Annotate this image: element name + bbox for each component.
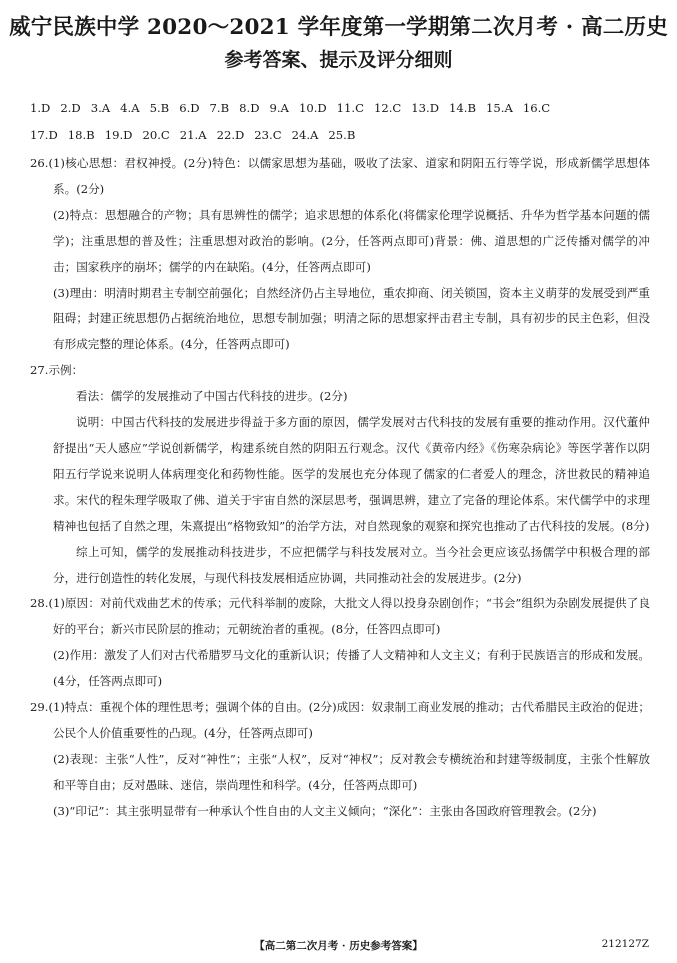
footer-title: 【高二第二次月考 · 历史参考答案】 xyxy=(254,940,423,952)
choice-answer: 17.D xyxy=(30,128,58,142)
choice-answer: 22.D xyxy=(216,128,245,142)
choice-answer: 25.B xyxy=(328,128,356,142)
q29-part-2: (2)表现：主张“人性”，反对“神性”；主张“人权”，反对“神权”；反对教会专横统治和封建等级制度，主张个性解放和平等自由；反对愚昧、迷信，崇尚理性和科学。(4分，任答两点即可) xyxy=(53,751,650,792)
choice-answer: 7.B xyxy=(209,101,230,115)
choice-answer: 18.B xyxy=(67,128,95,142)
q26-part-3: (3)理由：明清时期君主专制空前强化；自然经济仍占主导地位，重农抑商、闭关锁国，资本主义萌芽的发展受到严重阻碍；封建正统思想仍占据统治地位，思想专制加强；明清之际的思想家抨击君主专制，具有初步的民主色彩，但没有形成完整的理论体系。(4分，任答两点即可) xyxy=(53,285,650,352)
choice-answer: 5.B xyxy=(149,101,170,115)
choice-answer: 21.A xyxy=(179,128,207,142)
choice-answer: 1.D xyxy=(30,101,51,115)
q27-explanation: 说明：中国古代科技的发展进步得益于多方面的原因，儒学发展对古代科技的发展有重要的推动作用。汉代董仲舒提出“天人感应”学说创新儒学，构建系统自然的阴阳五行观念。汉代《黄帝内经》《伤寒杂病论》等医学著作以阴阳五行学说来说明人体病理变化和药物性能。医学的发展也充分体现了儒家的仁者爱人的理念，济世救民的精神追求。宋代的程朱理学吸取了佛、道关于宇宙自然的深层思考，强调思辨，建立了完备的理论体系。宋代儒学中的求理精神也包括了自然之理，朱熹提出“格物致知”的治学方法，对自然现象的观察和探究也推动了古代科技的发展。(8分) xyxy=(53,415,650,533)
q29-part-3: (3)“印记”：其主张明显带有一种承认个性自由的人文主义倾向；“深化”：主张由各国政府管理教会。(2分) xyxy=(53,803,597,818)
choice-answer: 6.D xyxy=(179,101,200,115)
choice-answers-row-1 xyxy=(30,95,650,122)
choice-answer: 16.C xyxy=(522,101,551,115)
q29-part-1: 29.(1)特点：重视个体的理性思考；强调个体的自由。(2分)成因：奴隶制工商业发展的推动；古代希腊民主政治的促进；公民个人价值重要性的凸现。(4分，任答两点即可) xyxy=(30,700,650,740)
page-title: 威宁民族中学 2020～2021 学年度第一学期第二次月考 · 高二历史 xyxy=(9,15,668,40)
q27-view: 看法：儒学的发展推动了中国古代科技的进步。(2分) xyxy=(76,389,348,404)
choice-answer: 2.D xyxy=(60,101,81,115)
choice-answer: 9.A xyxy=(269,101,289,115)
choice-answers-row-2 xyxy=(30,122,650,149)
choice-answer: 23.C xyxy=(254,128,282,142)
q28-part-1: 28.(1)原因：对前代戏曲艺术的传承；元代科举制的废除，大批文人得以投身杂剧创作；“书会”组织为杂剧发展提供了良好的平台；新兴市民阶层的推动；元朝统治者的重视。(8分，任答四点即可) xyxy=(30,596,650,637)
choice-answer: 14.B xyxy=(449,101,476,115)
choice-answer: 4.A xyxy=(120,101,140,115)
answer-body xyxy=(30,151,650,825)
q26-part-2: (2)特点：思想融合的产物；具有思辨性的儒学；追求思想的体系化(将儒家伦理学说概括、升华为哲学基本问题的儒学)；注重思想的普及性；注重思想对政治的影响。(2分，任答两点即可)背景：佛、道思想的广泛传播对儒学的冲击；国家秩序的崩坏；儒学的内在缺陷。(4分，任答两点即可) xyxy=(53,207,650,274)
page-subtitle: 参考答案、提示及评分细则 xyxy=(224,49,453,71)
choice-answer: 12.C xyxy=(373,101,402,115)
q26-part-1: 26.(1)核心思想：君权神授。(2分)特色：以儒家思想为基础，吸收了法家、道家和阴阳五行等学说，形成新儒学思想体系。(2分) xyxy=(30,156,650,196)
q28-part-2: (2)作用：激发了人们对古代希腊罗马文化的重新认识；传播了人文精神和人文主义；有利于民族语言的形成和发展。(4分，任答两点即可) xyxy=(53,648,650,689)
choice-answer: 19.D xyxy=(104,128,133,142)
q27-header: 27.示例： xyxy=(30,363,84,378)
choice-answer: 8.D xyxy=(239,101,260,115)
choice-answer: 10.D xyxy=(298,101,327,115)
choice-answer: 15.A xyxy=(486,101,513,115)
q27-conclusion: 综上可知，儒学的发展推动科技进步，不应把儒学与科技发展对立。当今社会更应该弘扬儒学中积极合理的部分，进行创造性的转化发展，与现代科技发展相适应协调，共同推动社会的发展进步。(2分) xyxy=(53,544,650,585)
choice-answer: 3.A xyxy=(90,101,111,115)
choice-answer: 13.D xyxy=(411,101,440,115)
choice-answer: 11.C xyxy=(336,101,364,115)
choice-answers xyxy=(30,95,650,149)
footer-code: 212127Z xyxy=(601,938,649,950)
choice-answer: 20.C xyxy=(142,128,170,142)
choice-answer: 24.A xyxy=(291,128,319,142)
